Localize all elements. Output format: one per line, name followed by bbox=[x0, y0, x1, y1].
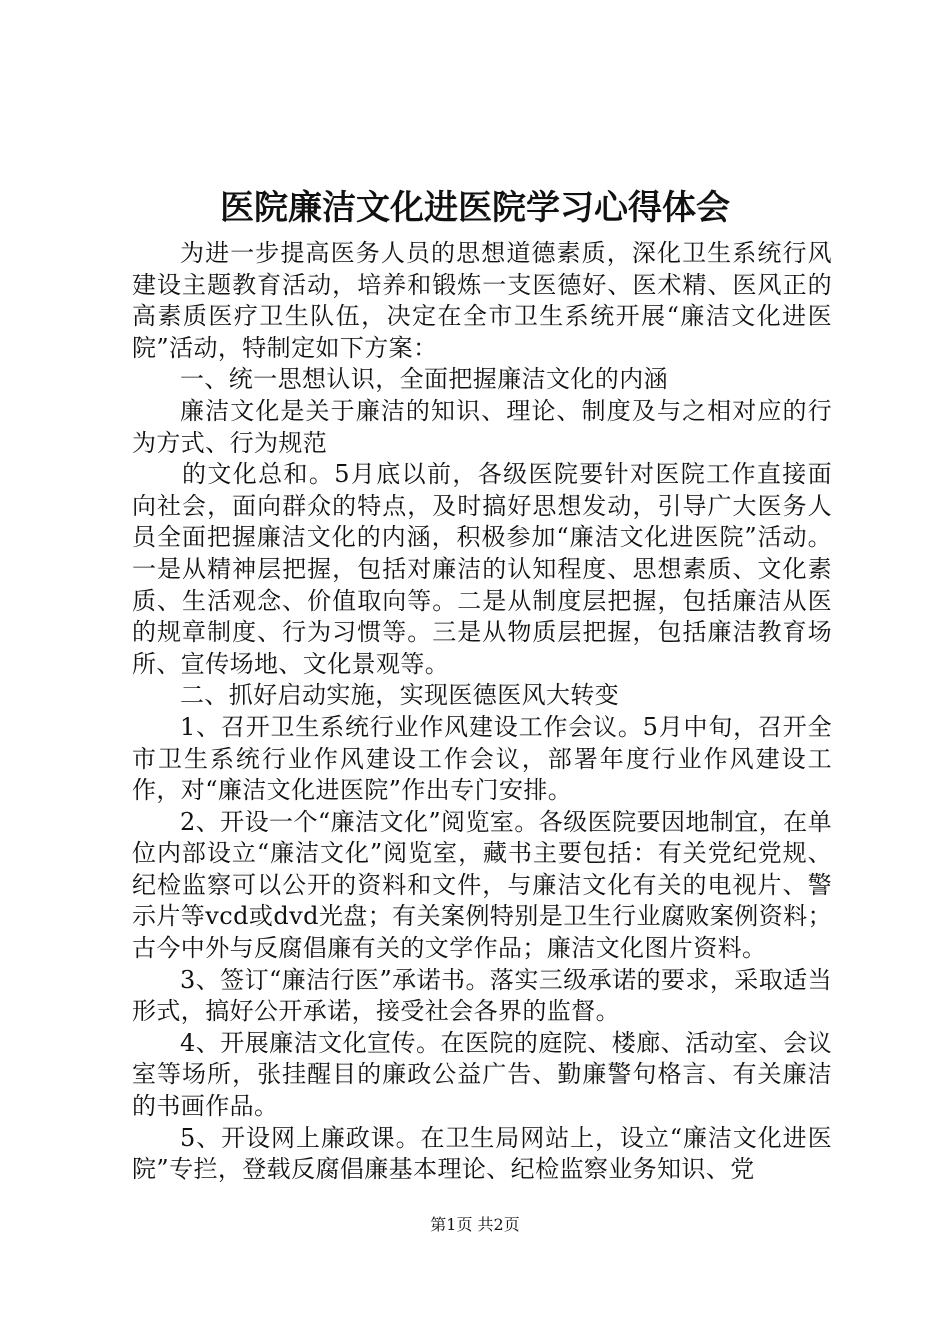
list-item-4: 4、开展廉洁文化宣传。在医院的庭院、楼廊、活动室、会议室等场所，张挂醒目的廉政公益广告、勤廉警句格言、有关廉洁的书画作品。 bbox=[132, 1028, 832, 1121]
paragraph-intro: 为进一步提高医务人员的思想道德素质，深化卫生系统行风建设主题教育活动，培养和锻炼一支医德好、医术精、医风正的高素质医疗卫生队伍，决定在全市卫生系统开展“廉洁文化进医院”活动，特制定如下方案： bbox=[132, 239, 832, 362]
list-item-2: 2、开设一个“廉洁文化”阅览室。各级医院要因地制宜，在单位内部设立“廉洁文化”阅览室，藏书主要包括：有关党纪党规、纪检监察可以公开的资料和文件，与廉洁文化有关的电视片、警示片等vcd或dvd光盘；有关案例特别是卫生行业腐败案例资料；古今中外与反腐倡廉有关的文学作品；廉洁文化图片资料。 bbox=[132, 807, 832, 963]
list-item-3: 3、签订“廉洁行医”承诺书。落实三级承诺的要求，采取适当形式，搞好公开承诺，接受社会各界的监督。 bbox=[132, 965, 832, 1026]
section-heading-1: 一、统一思想认识，全面把握廉洁文化的内涵 bbox=[180, 365, 668, 394]
paragraph-definition-continued: 的文化总和。5月底以前，各级医院要针对医院工作直接面向社会，面向群众的特点，及时搞好思想发动，引导广大医务人员全面把握廉洁文化的内涵，积极参加“廉洁文化进医院”活动。一是从精神层把握，包括对廉洁的认知程度、思想素质、文化素质、生活观念、价值取向等。二是从制度层把握，包括廉洁从医的规章制度、行为习惯等。三是从物质层把握，包括廉洁教育场所、宣传场地、文化景观等。 bbox=[132, 460, 832, 678]
paragraph-definition: 廉洁文化是关于廉洁的知识、理论、制度及与之相对应的行为方式、行为规范 bbox=[132, 396, 832, 457]
list-item-5: 5、开设网上廉政课。在卫生局网站上，设立“廉洁文化进医院”专拦，登载反腐倡廉基本理论、纪检监察业务知识、党 bbox=[132, 1123, 832, 1184]
page-number: 第1页 共2页 bbox=[430, 1215, 520, 1234]
section-heading-2: 二、抓好启动实施，实现医德医风大转变 bbox=[180, 681, 620, 710]
document-title: 医院廉洁文化进医院学习心得体会 bbox=[220, 188, 730, 228]
list-item-1: 1、召开卫生系统行业作风建设工作会议。5月中旬，召开全市卫生系统行业作风建设工作会议，部署年度行业作风建设工作，对“廉洁文化进医院”作出专门安排。 bbox=[132, 712, 832, 805]
document-body bbox=[132, 238, 832, 1186]
